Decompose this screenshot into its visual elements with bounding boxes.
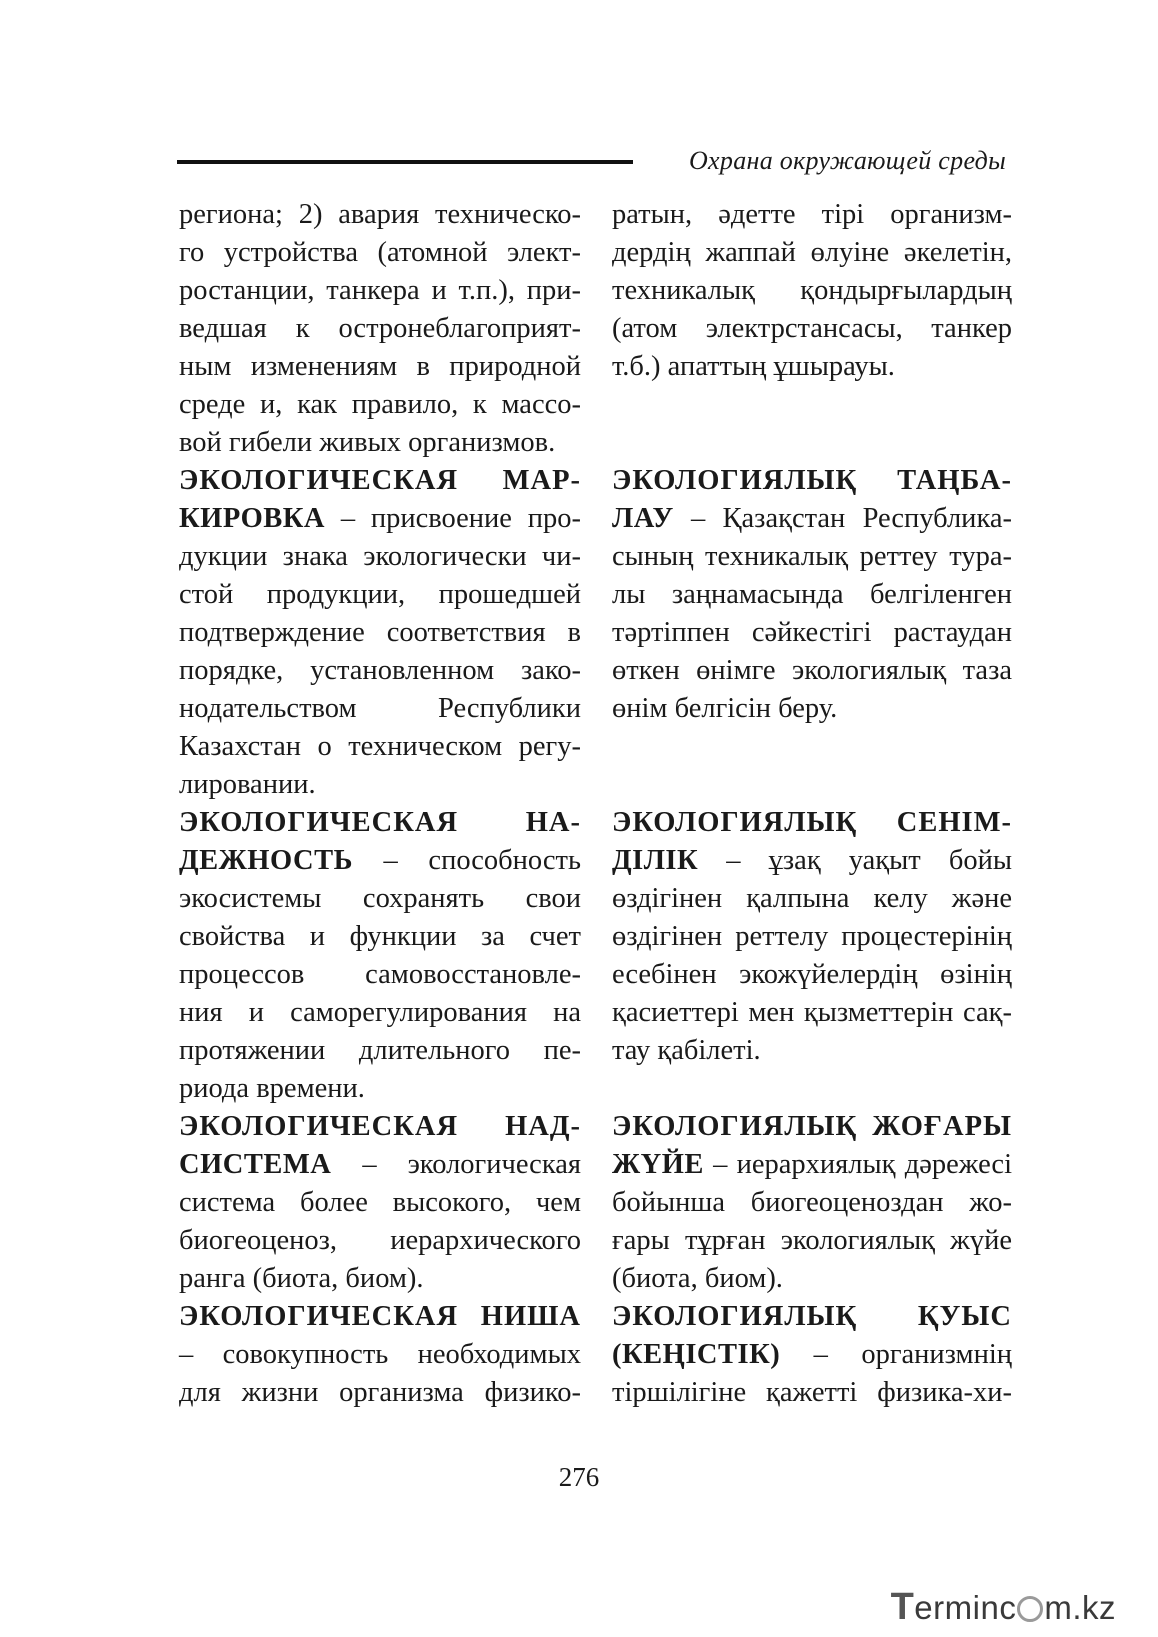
text-line: ранга (биота, биом). — [179, 1263, 424, 1294]
term-line — [612, 842, 1012, 880]
text-line: дердің жаппай өлуіне әкелетін, — [612, 237, 1012, 268]
blank-line — [612, 1070, 1012, 1108]
blank-line — [612, 424, 1012, 462]
term-line — [612, 500, 1012, 538]
term-line — [179, 842, 581, 880]
text-line: стой продукции, прошедшей — [179, 579, 581, 610]
text-line: қасиеттері мен қызметтерін сақ- — [612, 997, 1012, 1028]
text-line: тау қабілеті. — [612, 1035, 761, 1066]
blank-line — [612, 728, 1012, 766]
text-line: для жизни организма физико- — [179, 1377, 581, 1408]
text-line: дукции знака экологически чи- — [179, 541, 581, 572]
text-line: система более высокого, чем — [179, 1187, 581, 1218]
text-line: порядке, установленном зако- — [179, 655, 581, 686]
text-line: региона; 2) авария техническо- — [179, 199, 581, 230]
term-heading-line: ЭКОЛОГИЧЕСКАЯ НА- — [179, 807, 581, 838]
page-number: 276 — [558, 1462, 600, 1492]
definition-text: – присвоение про- — [325, 503, 581, 534]
definition-text: – иерархиялық дәрежесі — [703, 1149, 1012, 1180]
term-heading-line: ЭКОЛОГИЧЕСКАЯ НИША — [179, 1301, 581, 1332]
site-watermark — [891, 1586, 1116, 1629]
text-line: протяжении длительного пе- — [179, 1035, 581, 1066]
magnifier-icon — [1017, 1596, 1043, 1622]
text-line: ғары тұрған экологиялық жүйе — [612, 1225, 1012, 1256]
watermark-part2: m.kz — [1044, 1589, 1116, 1626]
term-word: СИСТЕМА — [179, 1149, 332, 1180]
text-line: риода времени. — [179, 1073, 365, 1104]
text-line: (биота, биом). — [612, 1263, 783, 1294]
term-word: КИРОВКА — [179, 503, 325, 534]
text-line: вой гибели живых организмов. — [179, 427, 556, 458]
term-heading-line: ЭКОЛОГИЯЛЫҚ ҚУЫС — [612, 1301, 1012, 1332]
text-line: среде и, как правило, к массо- — [179, 389, 581, 420]
watermark-prefix: T — [890, 1586, 915, 1628]
text-line: сының техникалық реттеу тура- — [612, 541, 1012, 572]
text-line: есебінен экожүйелердің өзінің — [612, 959, 1012, 990]
term-heading-line: ЭКОЛОГИЧЕСКАЯ НАД- — [179, 1111, 581, 1142]
text-line: өткен өнімге экологиялық таза — [612, 655, 1012, 686]
text-line: ным изменениям в природной — [179, 351, 581, 382]
text-line: техникалық қондырғылардың — [612, 275, 1012, 306]
text-line: ведшая к остронеблагоприят- — [179, 313, 581, 344]
text-line: ния и саморегулирования на — [179, 997, 581, 1028]
text-line: лы заңнамасында белгіленген — [612, 579, 1012, 610]
definition-text: – экологическая — [331, 1149, 581, 1180]
term-word: (КЕҢІСТІК) — [612, 1339, 781, 1370]
text-line: лировании. — [179, 769, 316, 800]
text-line: биогеоценоз, иерархического — [179, 1225, 581, 1256]
term-line — [179, 500, 581, 538]
blank-line — [612, 766, 1012, 804]
right-column — [612, 196, 1012, 1412]
left-column — [179, 196, 581, 1412]
term-heading-line: ЭКОЛОГИЯЛЫҚ ЖОҒАРЫ — [612, 1111, 1012, 1142]
text-line: свойства и функции за счет — [179, 921, 581, 952]
term-heading-line: ЭКОЛОГИЯЛЫҚ ТАҢБА- — [612, 465, 1012, 496]
text-line: Казахстан о техническом регу- — [179, 731, 581, 762]
text-line: подтверждение соответствия в — [179, 617, 581, 648]
text-line: (атом электрстансасы, танкер — [612, 313, 1012, 344]
text-line: го устройства (атомной элект- — [179, 237, 581, 268]
text-line: бойынша биогеоценоздан жо- — [612, 1187, 1012, 1218]
watermark-part1: erminc — [914, 1589, 1017, 1626]
text-line: ратын, әдетте тірі организм- — [612, 199, 1012, 230]
text-line: т.б.) апаттың ұшырауы. — [612, 351, 895, 382]
text-line: өздігінен қалпына келу және — [612, 883, 1012, 914]
term-heading-line: ЭКОЛОГИЯЛЫҚ СЕНІМ- — [612, 807, 1012, 838]
definition-text: – организмнің — [780, 1339, 1012, 1370]
running-title: Охрана окружающей среды — [688, 146, 1006, 175]
term-line — [612, 1336, 1012, 1374]
term-word: ДІЛІК — [612, 845, 699, 876]
term-word: ДЕЖНОСТЬ — [179, 845, 353, 876]
text-line: экосистемы сохранять свои — [179, 883, 581, 914]
term-word: ЖҮЙЕ — [612, 1149, 704, 1180]
text-line: өздігінен реттелу процестерінің — [612, 921, 1012, 952]
definition-text: – способность — [352, 845, 581, 876]
text-line: тіршілігіне қажетті физика-хи- — [612, 1377, 1012, 1408]
text-line: – совокупность необходимых — [179, 1339, 581, 1370]
term-word: ЛАУ — [612, 503, 674, 534]
term-heading-line: ЭКОЛОГИЧЕСКАЯ МАР- — [179, 465, 581, 496]
definition-text: – ұзақ уақыт бойы — [698, 845, 1012, 876]
term-line — [612, 1146, 1012, 1184]
text-line: процессов самовосстановле- — [179, 959, 581, 990]
blank-line — [612, 386, 1012, 424]
text-line: нодательством Республики — [179, 693, 581, 724]
text-line: ростанции, танкера и т.п.), при- — [179, 275, 581, 306]
text-line: тәртіппен сәйкестігі растаудан — [612, 617, 1012, 648]
term-line — [179, 1146, 581, 1184]
header-rule — [177, 160, 633, 164]
definition-text: – Қазақстан Республика- — [673, 503, 1012, 534]
text-line: өнім белгісін беру. — [612, 693, 838, 724]
